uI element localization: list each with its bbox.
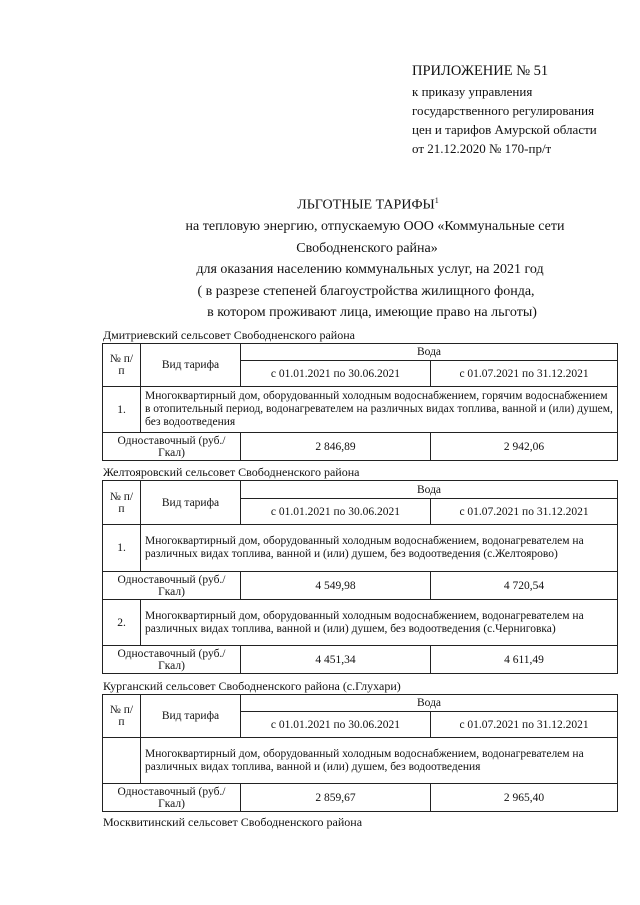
header-tariff-type: Вид тарифа [141, 344, 241, 387]
row-description: Многоквартирный дом, оборудованный холодным водоснабжением, водонагревателем на различных видах топлива, ванной и (или) душем, без водоотведения (с.Желтоярово) [141, 525, 618, 572]
row-num [103, 738, 141, 784]
footnote-mark: 1 [434, 196, 439, 205]
appendix-line: к приказу управления [412, 84, 533, 99]
header-group: Вода [241, 481, 618, 499]
row-value-1: 2 859,67 [241, 784, 431, 812]
header-period-2: с 01.07.2021 по 31.12.2021 [431, 499, 618, 525]
appendix-line: государственного регулирования [412, 103, 595, 118]
row-value-2: 4 720,54 [431, 572, 618, 600]
row-value-2: 2 942,06 [431, 433, 618, 461]
header-tariff-type: Вид тарифа [141, 695, 241, 738]
tariff-table-zheltoyarovsky [102, 480, 618, 674]
document-title [0, 190, 640, 324]
header-tariff-type: Вид тарифа [141, 481, 241, 525]
title-line: ( в разрезе степеней благоустройства жилищного фонда, [197, 283, 535, 299]
tariff-table-kurgansky [102, 694, 618, 812]
row-num: 1. [103, 387, 141, 433]
header-num: № п/п [103, 695, 141, 738]
appendix-line: от 21.12.2020 № 170-пр/т [412, 141, 552, 156]
row-value-1: 2 846,89 [241, 433, 431, 461]
appendix-block [412, 62, 597, 158]
header-period-1: с 01.01.2021 по 30.06.2021 [241, 712, 431, 738]
header-period-2: с 01.07.2021 по 31.12.2021 [431, 361, 618, 387]
header-group: Вода [241, 344, 618, 361]
section-label-kurgansky: Курганский сельсовет Свободненского района (с.Глухари) [103, 679, 401, 693]
title-line: на тепловую энергию, отпускаемую ООО «Коммунальные сети [185, 219, 565, 235]
row-description: Многоквартирный дом, оборудованный холодным водоснабжением, горячим водоснабжением в отопительный период, водонагревателем на различных видах топлива, ванной и (или) душем, без водоотведения [141, 387, 618, 433]
title-line: Свободненского райна» [296, 240, 438, 256]
appendix-line: цен и тарифов Амурской области [412, 122, 597, 137]
row-rate-label: Одноставочный (руб./Гкал) [103, 784, 241, 812]
row-value-1: 4 451,34 [241, 646, 431, 674]
row-description: Многоквартирный дом, оборудованный холодным водоснабжением, водонагревателем на различных видах топлива, ванной и (или) душем, без водоотведения (с.Черниговка) [141, 600, 618, 646]
row-description: Многоквартирный дом, оборудованный холодным водоснабжением, водонагревателем на различных видах топлива, ванной и (или) душем, без водоотведения [141, 738, 618, 784]
row-value-2: 4 611,49 [431, 646, 618, 674]
row-value-1: 4 549,98 [241, 572, 431, 600]
row-num: 1. [103, 525, 141, 572]
row-rate-label: Одноставочный (руб./Гкал) [103, 572, 241, 600]
title-line: для оказания населению коммунальных услуг, на 2021 год [196, 262, 544, 278]
header-period-1: с 01.01.2021 по 30.06.2021 [241, 499, 431, 525]
header-period-2: с 01.07.2021 по 31.12.2021 [431, 712, 618, 738]
appendix-title: ПРИЛОЖЕНИЕ № 51 [412, 63, 549, 79]
header-num: № п/п [103, 481, 141, 525]
section-label-moskvitinsky: Москвитинский сельсовет Свободненского района [103, 815, 363, 829]
tariff-table-dmitrievsky [102, 343, 618, 461]
title-heading: ЛЬГОТНЫЕ ТАРИФЫ [297, 197, 435, 213]
row-num: 2. [103, 600, 141, 646]
section-label-dmitrievsky: Дмитриевский сельсовет Свободненского района [103, 328, 355, 342]
row-rate-label: Одноставочный (руб./Гкал) [103, 646, 241, 674]
header-period-1: с 01.01.2021 по 30.06.2021 [241, 361, 431, 387]
title-line: в котором проживают лица, имеющие право на льготы) [207, 305, 537, 321]
row-value-2: 2 965,40 [431, 784, 618, 812]
header-num: № п/п [103, 344, 141, 387]
header-group: Вода [241, 695, 618, 712]
section-label-zheltoyarovsky: Желтояровский сельсовет Свободненского района [103, 465, 360, 479]
row-rate-label: Одноставочный (руб./Гкал) [103, 433, 241, 461]
